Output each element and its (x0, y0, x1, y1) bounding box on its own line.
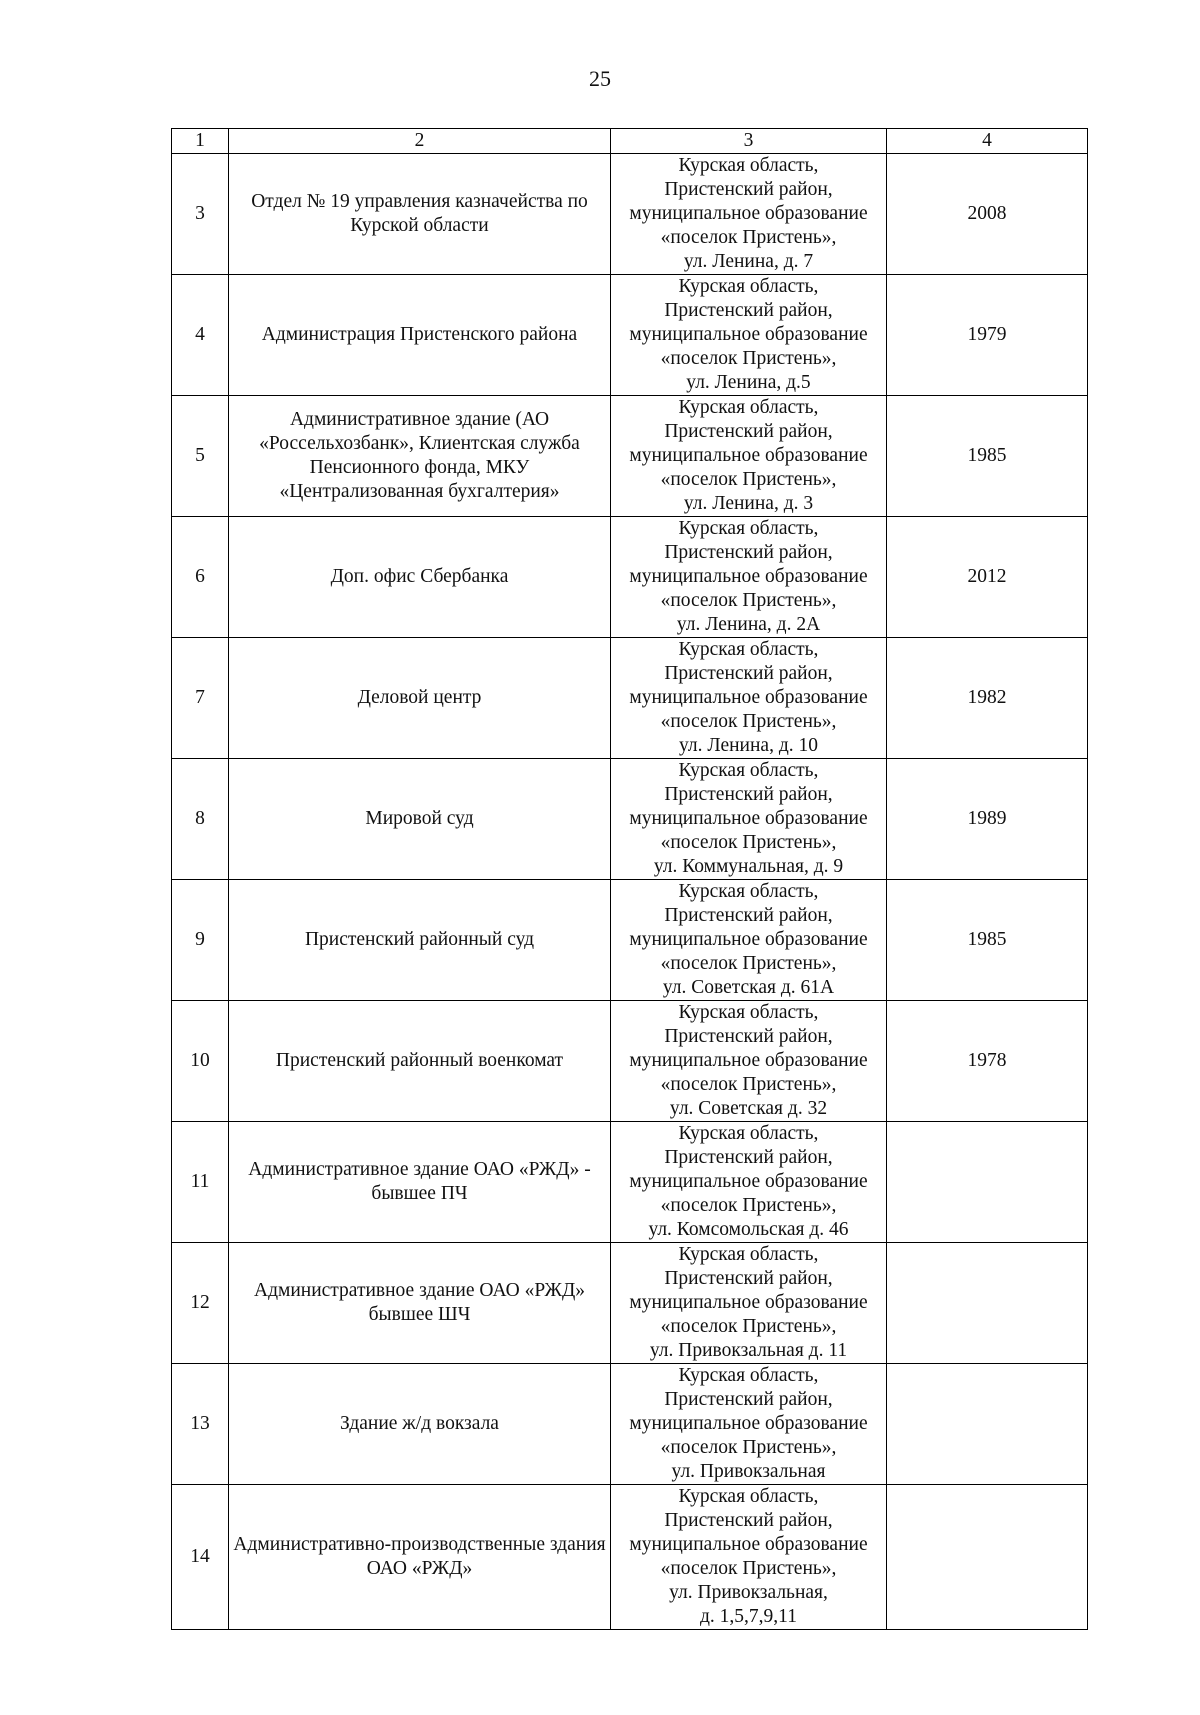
row-number-cell: 7 (172, 638, 229, 759)
organization-name-line: Деловой центр (357, 687, 482, 708)
year-cell: 1989 (887, 759, 1088, 880)
address-line: Курская область, (678, 276, 819, 297)
row-number-cell: 9 (172, 880, 229, 1001)
page-number: 25 (589, 66, 611, 91)
address-cell (611, 1122, 887, 1243)
address-cell (611, 275, 887, 396)
address-cell (611, 1001, 887, 1122)
row-number-cell: 14 (172, 1485, 229, 1630)
organization-name-line: Административное здание ОАО «РЖД» (253, 1280, 586, 1301)
row-number-cell: 5 (172, 396, 229, 517)
organization-name-line: Отдел № 19 управления казначейства по (251, 191, 588, 212)
table-row (172, 154, 1088, 275)
column-header: 4 (887, 129, 1088, 154)
organization-name-cell (229, 638, 611, 759)
address-line: «поселок Пристень», (660, 1074, 837, 1095)
address-line: Курская область, (678, 1486, 819, 1507)
address-line: «поселок Пристень», (660, 1195, 837, 1216)
year-cell: 1985 (887, 880, 1088, 1001)
organization-name-line: Административно-производственные здания (233, 1534, 606, 1555)
address-line: Курская область, (678, 518, 819, 539)
address-line: Курская область, (678, 155, 819, 176)
table-row (172, 396, 1088, 517)
address-line: ул. Комсомольская д. 46 (648, 1219, 849, 1240)
year-cell (887, 1485, 1088, 1630)
year-cell: 2008 (887, 154, 1088, 275)
year-cell (887, 1122, 1088, 1243)
address-line: Курская область, (678, 881, 819, 902)
table-body (172, 154, 1088, 1630)
address-line: муниципальное образование (629, 1534, 868, 1555)
address-line: муниципальное образование (629, 203, 868, 224)
organization-name-cell (229, 759, 611, 880)
organization-name-line: Административное здание ОАО «РЖД» - (248, 1159, 591, 1180)
organization-name-cell (229, 1364, 611, 1485)
address-line: муниципальное образование (629, 445, 868, 466)
address-line: Курская область, (678, 1123, 819, 1144)
row-number-cell: 6 (172, 517, 229, 638)
organization-name-cell (229, 1243, 611, 1364)
buildings-table (171, 128, 1088, 1630)
address-line: муниципальное образование (629, 1413, 868, 1434)
address-line: муниципальное образование (629, 1292, 868, 1313)
address-line: муниципальное образование (629, 929, 868, 950)
table-row (172, 1001, 1088, 1122)
organization-name-line: Пристенский районный суд (304, 929, 535, 950)
year-cell (887, 1364, 1088, 1485)
address-line: Курская область, (678, 1002, 819, 1023)
address-line: муниципальное образование (629, 687, 868, 708)
organization-name-cell (229, 275, 611, 396)
address-line: Пристенский район, (664, 1510, 833, 1531)
address-line: Курская область, (678, 397, 819, 418)
organization-name-cell (229, 396, 611, 517)
header-row (172, 129, 1088, 154)
year-cell: 1982 (887, 638, 1088, 759)
address-line: ул. Привокзальная д. 11 (649, 1340, 848, 1361)
address-line: Пристенский район, (664, 421, 833, 442)
address-line: ул. Советская д. 32 (669, 1098, 828, 1119)
address-line: ул. Ленина, д.5 (686, 372, 811, 393)
row-number-cell: 3 (172, 154, 229, 275)
table-row (172, 759, 1088, 880)
address-line: ул. Ленина, д. 3 (683, 493, 814, 514)
address-cell (611, 880, 887, 1001)
table-row (172, 638, 1088, 759)
organization-name-line: Административное здание (АО (289, 409, 550, 430)
address-line: «поселок Пристень», (660, 348, 837, 369)
organization-name-line: Курской области (350, 215, 489, 236)
organization-name-cell (229, 1001, 611, 1122)
address-cell (611, 154, 887, 275)
table-row (172, 1243, 1088, 1364)
table-row (172, 517, 1088, 638)
column-header: 1 (172, 129, 229, 154)
organization-name-line: бывшее ШЧ (368, 1304, 471, 1325)
organization-name-line: Пенсионного фонда, МКУ (309, 457, 530, 478)
address-line: «поселок Пристень», (660, 711, 837, 732)
address-line: «поселок Пристень», (660, 590, 837, 611)
table-row (172, 1364, 1088, 1485)
year-cell (887, 1243, 1088, 1364)
column-header: 3 (611, 129, 887, 154)
row-number-cell: 13 (172, 1364, 229, 1485)
address-cell (611, 1364, 887, 1485)
table-row (172, 880, 1088, 1001)
address-line: Пристенский район, (664, 1026, 833, 1047)
address-line: Пристенский район, (664, 300, 833, 321)
address-cell (611, 396, 887, 517)
address-cell (611, 517, 887, 638)
address-line: «поселок Пристень», (660, 1316, 837, 1337)
year-cell: 2012 (887, 517, 1088, 638)
address-line: Курская область, (678, 1244, 819, 1265)
address-line: ул. Ленина, д. 7 (683, 251, 814, 272)
row-number-cell: 11 (172, 1122, 229, 1243)
address-line: Пристенский район, (664, 179, 833, 200)
address-cell (611, 759, 887, 880)
address-line: Пристенский район, (664, 1389, 833, 1410)
address-line: «поселок Пристень», (660, 1558, 837, 1579)
address-line: «поселок Пристень», (660, 1437, 837, 1458)
table-row (172, 1485, 1088, 1630)
address-line: Курская область, (678, 1365, 819, 1386)
year-cell: 1985 (887, 396, 1088, 517)
organization-name-line: бывшее ПЧ (371, 1183, 468, 1204)
address-line: ул. Ленина, д. 2А (676, 614, 821, 635)
address-line: Пристенский район, (664, 542, 833, 563)
organization-name-line: ОАО «РЖД» (366, 1558, 473, 1579)
organization-name-line: «Россельхозбанк», Клиентская служба (259, 433, 580, 454)
address-line: муниципальное образование (629, 1050, 868, 1071)
organization-name-cell (229, 1485, 611, 1630)
address-cell (611, 638, 887, 759)
row-number-cell: 12 (172, 1243, 229, 1364)
organization-name-line: Здание ж/д вокзала (340, 1413, 499, 1434)
address-line: ул. Коммунальная, д. 9 (653, 856, 844, 877)
address-line: «поселок Пристень», (660, 469, 837, 490)
row-number-cell: 4 (172, 275, 229, 396)
organization-name-line: Доп. офис Сбербанка (330, 566, 509, 587)
address-line: ул. Ленина, д. 10 (678, 735, 818, 756)
organization-name-line: «Централизованная бухгалтерия» (279, 481, 560, 502)
address-line: ул. Привокзальная, (669, 1582, 828, 1603)
year-cell: 1979 (887, 275, 1088, 396)
organization-name-cell (229, 517, 611, 638)
address-line: «поселок Пристень», (660, 832, 837, 853)
address-line: «поселок Пристень», (660, 953, 837, 974)
address-line: муниципальное образование (629, 808, 868, 829)
address-cell (611, 1243, 887, 1364)
address-line: Пристенский район, (664, 663, 833, 684)
organization-name-cell (229, 880, 611, 1001)
address-line: муниципальное образование (629, 566, 868, 587)
row-number-cell: 10 (172, 1001, 229, 1122)
organization-name-cell (229, 1122, 611, 1243)
organization-name-line: Администрация Пристенского района (261, 324, 578, 345)
address-line: д. 1,5,7,9,11 (700, 1606, 797, 1627)
address-line: муниципальное образование (629, 324, 868, 345)
organization-name-line: Пристенский районный военкомат (275, 1050, 564, 1071)
address-line: Пристенский район, (664, 1268, 833, 1289)
year-cell: 1978 (887, 1001, 1088, 1122)
address-line: Пристенский район, (664, 1147, 833, 1168)
table-row (172, 275, 1088, 396)
address-line: ул. Привокзальная (671, 1461, 826, 1482)
address-line: Курская область, (678, 639, 819, 660)
row-number-cell: 8 (172, 759, 229, 880)
address-line: муниципальное образование (629, 1171, 868, 1192)
organization-name-line: Мировой суд (365, 808, 474, 829)
address-line: ул. Советская д. 61А (662, 977, 835, 998)
address-line: Пристенский район, (664, 784, 833, 805)
organization-name-cell (229, 154, 611, 275)
address-line: Пристенский район, (664, 905, 833, 926)
table-row (172, 1122, 1088, 1243)
address-line: «поселок Пристень», (660, 227, 837, 248)
address-cell (611, 1485, 887, 1630)
column-header: 2 (229, 129, 611, 154)
address-line: Курская область, (678, 760, 819, 781)
